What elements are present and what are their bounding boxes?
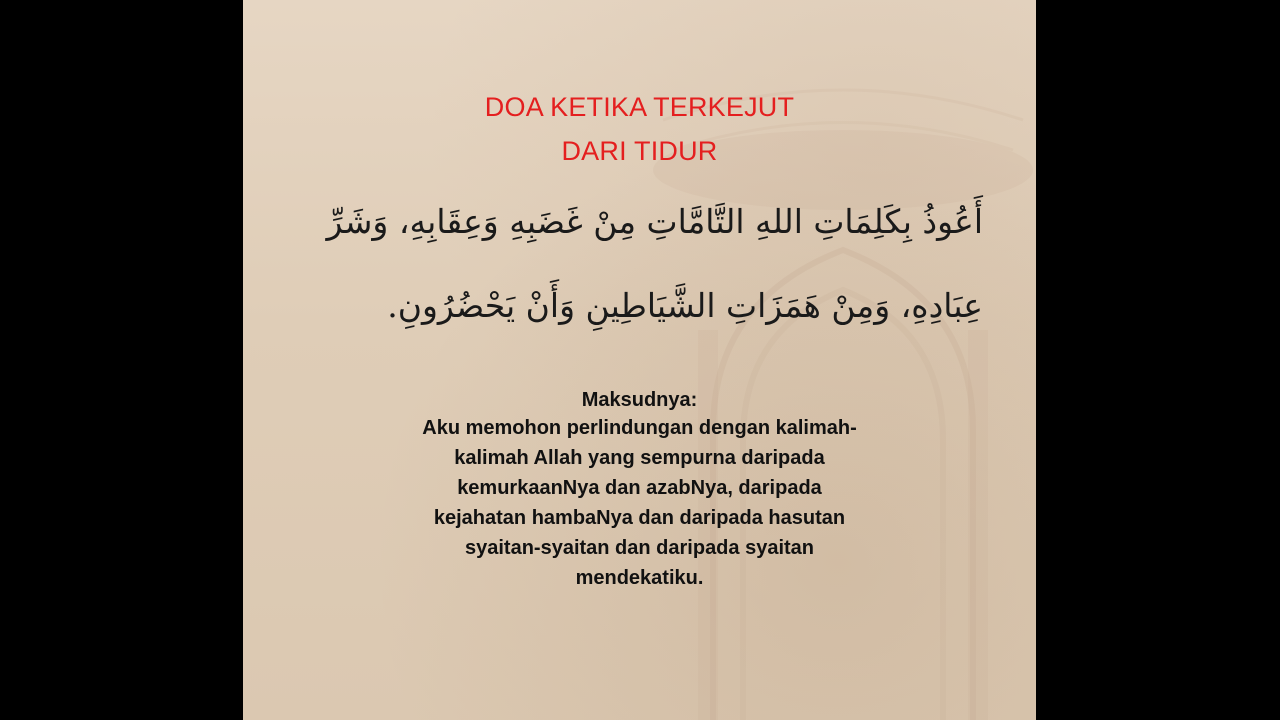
- arabic-text-line-1: أَعُوذُ بِكَلِمَاتِ اللهِ التَّامَّاتِ مِنْ غَضَبِهِ وَعِقَابِهِ، وَشَرِّ: [326, 202, 983, 241]
- meaning-line: mendekatiku.: [575, 567, 704, 589]
- meaning-line: kejahatan hambaNya dan daripada hasutan: [433, 507, 846, 529]
- meaning-line: kalimah Allah yang sempurna daripada: [454, 447, 825, 469]
- meaning-line: kemurkaanNya dan azabNya, daripada: [457, 477, 822, 499]
- meaning-label: Maksudnya:: [581, 389, 698, 411]
- title-line-1: DOA KETIKA TERKEJUT: [484, 92, 795, 122]
- slide: [243, 0, 1036, 720]
- title-line-2: DARI TIDUR: [561, 136, 718, 166]
- meaning-line: syaitan-syaitan dan daripada syaitan: [464, 537, 815, 559]
- meaning-text: [243, 413, 1036, 593]
- arabic-text-line-2: عِبَادِهِ، وَمِنْ هَمَزَاتِ الشَّيَاطِينِ وَأَنْ يَحْضُرُونِ.: [387, 286, 983, 325]
- meaning-line: Aku memohon perlindungan dengan kalimah-: [422, 417, 857, 439]
